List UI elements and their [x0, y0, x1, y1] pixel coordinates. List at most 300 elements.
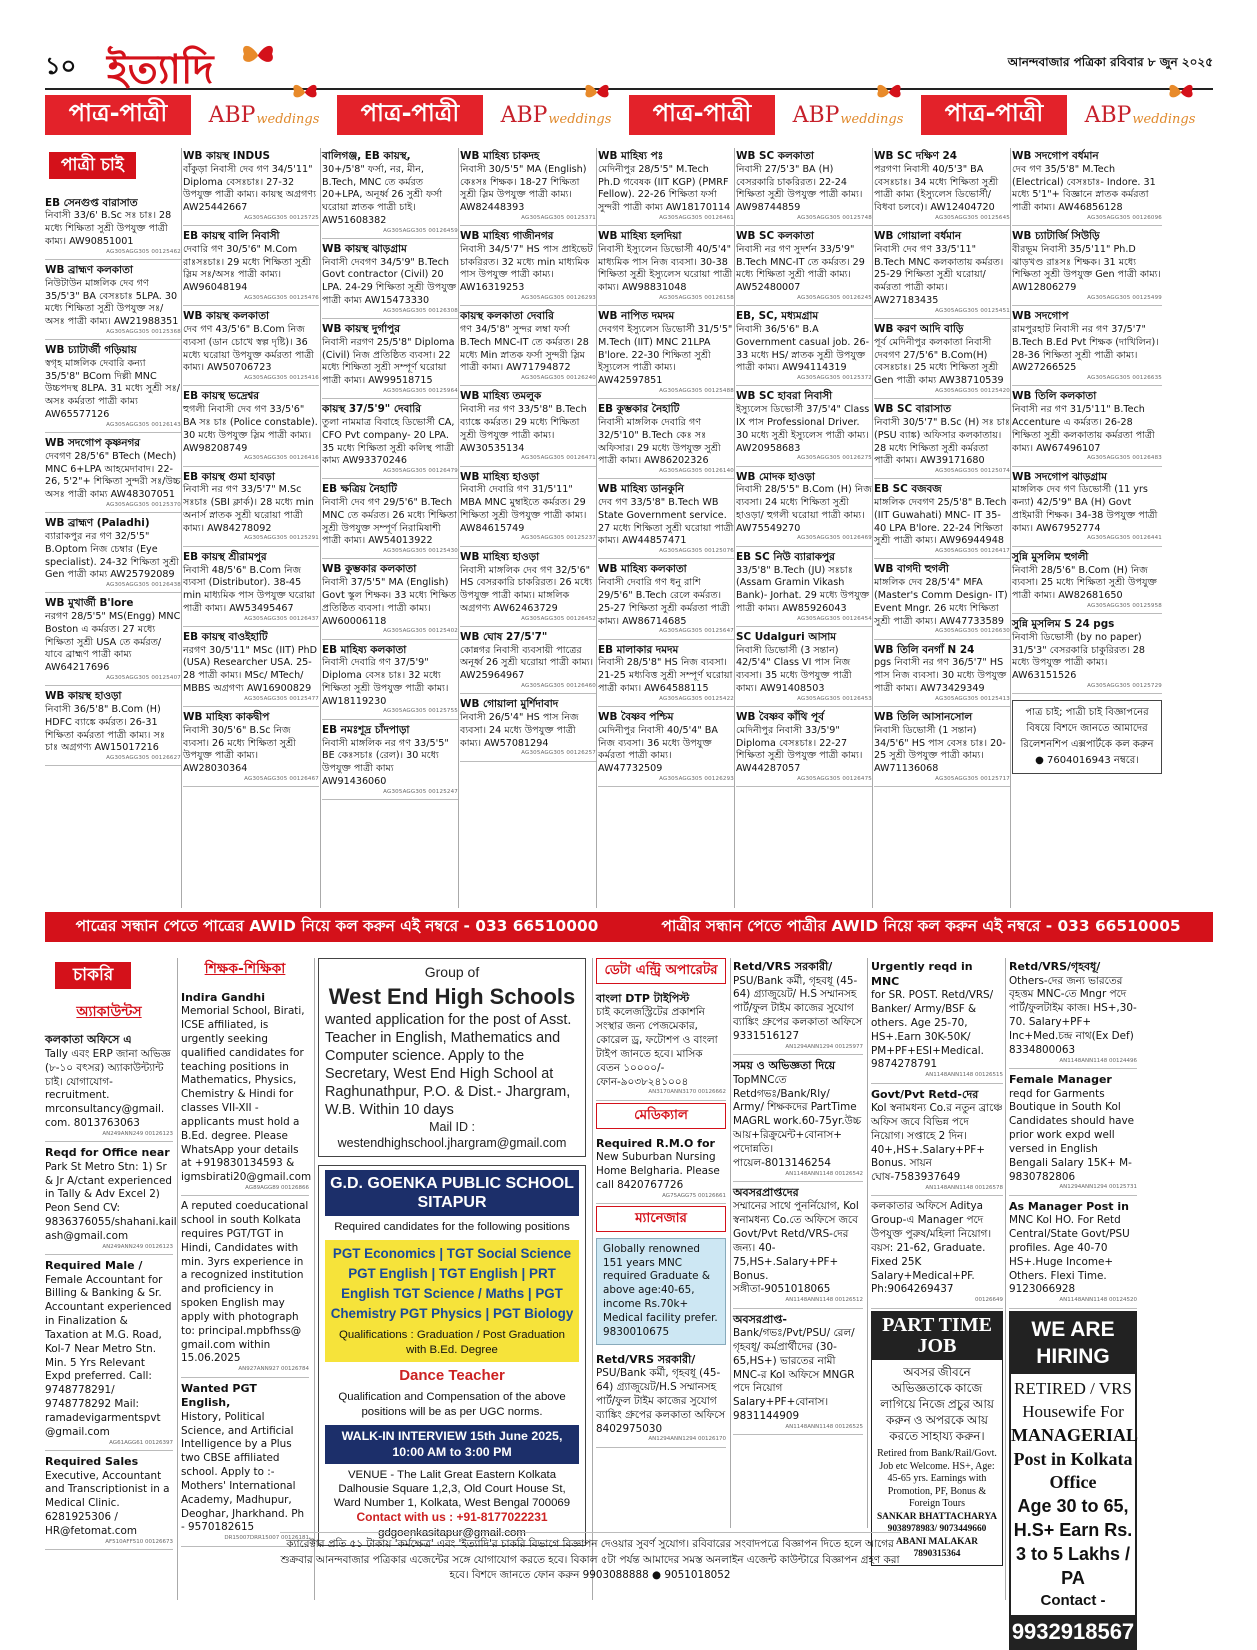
classified-ad — [45, 595, 181, 686]
ad-text: ইস্যুলেস ডিভোর্সী 37/5'4" Class IX পাস Professional Driver. 30 মধ্যে সুশ্রী ইস্যুলেস পাত্রী কাম্য। AW20958683 — [736, 404, 870, 454]
ad-text: Tally এবং ERP জানা অভিজ্ঞ (৮-১০ বৎসর) অ্যাকাউন্ট্যান্ট চাই। যোগাযোগ-recruitment. mrconsultancy@gmail. com. 8013763063 — [45, 1047, 171, 1129]
ad-text: Memorial School, Birati, ICSE affiliated, is urgently seeking qualified candidates for teaching positions in Mathematics, Physics, Chemistry & Hindi for classes VII-XII - applicants must hold a B.Ed. degree. Please WhatsApp your details at +919830134593 & igmsbirati20@gmail.com — [181, 1005, 312, 1184]
ad-code: AG305AGG305 00125422 — [659, 695, 734, 702]
ad-code: AG305AGG305 00125451 — [935, 307, 1010, 314]
ad-text: নিবাসী দেব গণ 33/5'11" B.Tech MNC কলকাতায় কর্মরত। 25-29 শিক্ষিতা সুশ্রী ঘরোয়া/ কর্মরতা পাত্রী কাম্য। AW27183435 — [874, 243, 1004, 306]
ad-heading: বালিগঞ্জ, EB কায়স্থ, — [322, 150, 411, 162]
ad-heading: EB সেনগুপ্ত বারাসাত — [45, 196, 138, 209]
ad-text: নিবাসী নরগণ 25/5'8" Diploma (Civil) নিজ প্রতিষ্ঠিত ব্যবসা। 22 মধ্যে শিক্ষিতা সুশ্রী সম্পূর্ণ ঘরোয়া পাত্রী কাম্য। AW99518715 — [322, 336, 455, 387]
classified-ad — [322, 241, 458, 319]
footer-note: ক্যারেক্টার প্রতি ৫১ টাকায় 'কর্মক্ষেত্র' এবং 'ইত্যাদি'র চাকরি বিভাগে বিজ্ঞাপন দেওয়ার সুবর্ণ সুযোগ। রবিবারের সংবাদপত্রে বিজ্ঞাপন দিতে হলে আগের শুক্রবার আনন্দবাজার পত্রিকার এজেন্টের সঙ্গে যোগাযোগ করতে হবে। বিকাল ৫টা পর্যন্ত আমাদের সমস্ত অনলাইন এজেন্ট কাউন্টারে বিজ্ঞাপন গ্রহণ করা হবে। বিশদে জানতে ফোন করুন 9903088888 ● 9051018052 — [280, 1532, 900, 1584]
classified-ad — [596, 1351, 726, 1448]
classified-ad — [736, 629, 872, 707]
classified-ad — [322, 321, 458, 399]
ad-heading: EB কায়স্থ শ্রীরামপুর — [183, 550, 267, 563]
ad-code: AG305AGG305 00126635 — [1087, 375, 1162, 382]
ad-text: পূর্ব মেদিনীপুর কলকাতা নিবাসী দেবগণ 27/5'6" B.Com(H) বেসঃচাঃ। 25 মধ্যে শিক্ষিতা সুশ্রী Gen পাত্রী কাম্য AW38710539 — [874, 336, 1004, 387]
ad-heading: As Manager Post in — [1009, 1199, 1129, 1213]
classified-ad — [181, 1380, 309, 1547]
ad-text: দেবগণ ইস্যুলেস ডিভোর্সী 31/5'5" M.Tech (IIT) MNC 21LPA B'lore. 22-30 শিক্ষিতা সুশ্রী ইস্যুলেস পাত্রী কাম্য। AW42597851 — [598, 324, 733, 387]
goenka-dance-teacher: Dance Teacher — [399, 1367, 505, 1385]
ad-code: AN249ANN249 00126123 — [102, 1243, 173, 1250]
ad-code: AN1148ANN1148 00124520 — [1059, 1297, 1137, 1304]
classified-ad — [460, 308, 596, 386]
ad-code: AG305AGG305 00126630 — [935, 628, 1010, 635]
ad-code: AN1294ANN1294 00126170 — [648, 1436, 726, 1443]
ad-code: AG305AGG305 00126245 — [797, 294, 872, 301]
ad-code: AN1148ANN1148 00126525 — [785, 1423, 863, 1430]
classified-ad — [460, 629, 596, 694]
classified-column — [183, 148, 319, 908]
butterfly-icon — [875, 81, 903, 103]
ad-text: নিবাসী 28/5'6" B.Com (H) নিজ ব্যবসা। 25 মধ্যে শিক্ষিতা সুশ্রী উপযুক্ত পাত্রী কাম্য। AW82681650 — [1012, 564, 1157, 602]
ad-text: PSU/Bank কর্মী, গৃহবধূ (45-64) গ্র্যাজুয়েট/H.S সম্মানসহ পার্ট/ফুল টাইম কাজের সুযোগ ব্যাঙ্কিং গ্রুপের কলকাতা অফিসে 8402975030 — [596, 1367, 726, 1435]
ad-heading: WB মোদক হাওড়া — [736, 470, 815, 483]
goenka-norms: Qualification and Compensation of the above positions will be as per UGC norms. — [338, 1391, 566, 1419]
ad-heading: WB কায়স্থ হাওড়া — [45, 690, 122, 703]
ad-text: নিবাসী 28/5'8" HS নিজ ব্যবসা। 21-25 মধ্যবিত্ত সুশ্রী সম্পূর্ণ ঘরোয়া পাত্রী কাম্য। AW64588115 — [598, 657, 733, 694]
classified-ad — [874, 561, 1010, 639]
ad-text: মাঙ্গলিক দেব গণ ডিভোর্সী (11 yrs কন্যা) 42/5'9" BA (H) Govt প্রাইমারী শিক্ষক। 34-38 উপযুক্ত পাত্রী কাম্য। AW67952774 — [1012, 484, 1158, 534]
ad-code: AG305AGG305 00125729 — [1087, 682, 1162, 689]
ad-heading: WB মাহিষ্য পঃ — [598, 150, 664, 162]
classified-ad — [736, 228, 872, 306]
ad-heading: Required Sales — [45, 1454, 139, 1468]
classified-ad — [181, 1198, 309, 1377]
ad-text: নিবাসী 37/5'5" MA (English) Govt স্কুল শিক্ষক। 33 মধ্যে শিক্ষিত প্রতিষ্ঠিত ব্যবসা। পাত্রী কাম্য। AW60006118 — [322, 577, 457, 627]
ad-text: নিবাসী মাঙ্গলিক দেবারি গণ 32/5'10" B.Tech কেঃ সঃ অফিসার। 29 মধ্যে উপযুক্ত সুশ্রী পাত্রী কাম্য। AW86202326 — [598, 417, 721, 467]
ad-code: AN1148ANN1148 00126515 — [925, 1072, 1003, 1079]
ad-code: AG305AGG305 00125725 — [244, 214, 319, 221]
classified-ad — [45, 1144, 177, 1255]
classified-ad — [322, 642, 458, 720]
ad-heading: WB কুম্ভকার কলকাতা — [322, 563, 417, 576]
goenka-contact: Contact with us : +91-8177022231 — [356, 1510, 548, 1525]
classified-ad — [183, 148, 319, 226]
ad-text: নিবাসী নর গণ 33/5'8" B.Tech ব্যাঙ্কে কর্মরত। 29 মধ্যে শিক্ষিতা সুশ্রী উপযুক্ত পাত্রী কাম্য। AW30535134 — [460, 404, 587, 454]
ad-heading: WB বৈষ্ণব পশ্চিম — [598, 710, 674, 723]
ad-heading: WB মুখার্জী B'lore — [45, 597, 134, 610]
classified-ad — [45, 515, 181, 593]
ad-text: সম্মানের সাথে পুনর্নিয়োগ, Kol স্বনামধন্য Co.তে অফিসে জবে Govt/Pvt Retd/VRS-দের জন্য। 40-75,HS+.Salary+PF+ Bonus. সঙ্গীতা-9051018065 — [733, 1200, 859, 1296]
classified-column — [598, 148, 734, 908]
ad-code: AG305AGG305 00126416 — [244, 455, 319, 462]
goenka-posts: PGT Economics | TGT Social Science PGT English | TGT English | PRT English TGT Science / Maths | PGT Chemistry PGT Physics | PGT Biology — [325, 1240, 579, 1328]
ad-text: নিবাসী দেবারি গণ 37/5'9" Diploma বেসঃ চাঃ। 32 মধ্যে শিক্ষিতা সুশ্রী উপযুক্ত পাত্রী কাম্য। AW18119230 — [322, 657, 449, 707]
ad-text: চাই কলেজস্ট্রিটের প্রকাশনি সংস্থার জন্য পেজমেকার, কোরেল ড্র, ফটোশপ ও বাংলা টাইপ জানতে হবে। মাসিক বেতন ১০০০০/- ফোন-৯০৩৮২৪১০০৪ — [596, 1006, 718, 1088]
ad-text: reqd for Garments Boutique in South Kol Candidates should have prior work expd well versed in English Bengali Salary 15K+ M-9830782806 — [1009, 1087, 1135, 1183]
ad-heading: WB করণ আদি বাড়ি — [874, 323, 964, 336]
chakri-heading: চাকরি — [55, 962, 131, 989]
ad-text: নিবাসী দেবারি গণ ধনু রাশি 29/5'6" B.Tech রেলে কর্মরত। 25-27 শিক্ষিতা সুশ্রী কর্মরতা পাত্রী কাম্য। AW86714685 — [598, 577, 730, 627]
ad-text: নিবাসী নর গণ সুদর্শন 33/5'9" B.Tech MNC-IT তে কর্মরত। 29 মধ্যে শিক্ষিতা সুশ্রী পাত্রী কাম্য। AW52480007 — [736, 243, 865, 294]
ad-code: AG305AGG305 00125402 — [383, 628, 458, 635]
ad-heading: WB ঘোষ 27/5'7" — [460, 630, 548, 643]
ad-text: নিবাসী মাঙ্গলিক দেব গণ 32/5'6" HS বেসরকারি চাকরিরত। 26 মধ্যে উপযুক্ত পাত্রী কাম্য। মাঙ্গলিক অগ্রগণ্য AW62463729 — [460, 564, 593, 614]
classified-ad — [322, 148, 458, 239]
ad-heading: WB মাহিষ্য কাকদ্বীপ — [183, 710, 270, 723]
manager-heading: ম্যানেজার — [596, 1206, 726, 1232]
ad-code: AG305AGG305 00125407 — [106, 674, 181, 681]
classified-ad — [733, 958, 863, 1055]
ad-text: Others-দের জন্য ভারতের বৃহত্তম MNC-তে Mngr পদে পার্ট/ফুলটাইম কাজ। HS+,30-70. Salary+PF+ Inc+Med.চন্দ্র নাথ(Ex Def) 8334800063 — [1009, 974, 1137, 1056]
ad-code: AN927ANN927 00126784 — [238, 1366, 309, 1373]
medical-heading: মেডিক্যাল — [596, 1103, 726, 1129]
classified-ad — [871, 1198, 1003, 1308]
ad-text: মাঙ্গলিক দেব 28/5'4" MFA (Master's Comm Design- IT) Event Mngr. 26 মধ্যে শিক্ষিতা সুশ্রী পাত্রী কাম্য। AW47733589 — [874, 577, 1008, 627]
classified-ad — [733, 1311, 863, 1436]
ad-text: নিবাসী ডিভোর্সী (by no paper) 31/5'3" বেসরকারি চাকুরিরত। 28 মধ্যে উপযুক্ত পাত্রী কাম্য। AW63151526 — [1012, 631, 1146, 682]
abp-weddings-logo — [1067, 95, 1213, 135]
ad-code: AG305AGG305 00125372 — [797, 375, 872, 382]
ad-text: নিউটাউন মাঙ্গলিক দেব গণ 35/5'3" BA বেসঃচাঃ 5LPA. 30 মধ্যে শিক্ষিতা সুশ্রী উপযুক্ত সঃ/অসঃ পাত্রী কাম্য। AW21988351 — [45, 277, 179, 328]
ad-heading: EB কায়স্থ গুমা হাবড়া — [183, 470, 275, 483]
jobs-section — [45, 958, 1213, 1645]
awid-groom-call: পাত্রের সন্ধান পেতে পাত্রের AWID নিয়ে কল করুন এই নম্বরে - 033 66510000 — [75, 917, 599, 935]
ad-code: AG305AGG305 00125645 — [935, 214, 1010, 221]
classified-ad — [460, 549, 596, 627]
ad-heading: WB বাগদী হুগলী — [874, 563, 949, 576]
classified-ad — [183, 388, 319, 466]
classified-ad — [736, 148, 872, 226]
ad-text: নিবাসী 30/5'5" MA (English) কেঃসঃ শিক্ষক। 18-27 শিক্ষিতা সুশ্রী স্লিম উপযুক্ত পাত্রী কাম্য। AW82448393 — [460, 163, 587, 214]
classified-ad — [45, 1257, 173, 1451]
banner-patra-patri: পাত্র-পাত্রী — [337, 95, 483, 135]
ad-text: নিবাসী ডিভোর্সী (1 সন্তান) 34/5'6" HS পাস বেসঃ চাঃ। 20-25 সুশ্রী উপযুক্ত পাত্রী কাম্য। AW71136068 — [874, 724, 1006, 775]
classified-ad — [598, 228, 734, 306]
classified-ad — [460, 148, 596, 226]
ad-text: নিবাসী দেব গণ 29/5'6" B.Tech MNC তে কর্মরত। 26 মধ্যে শিক্ষিতা সুশ্রী উপযুক্ত সম্পূর্ণ নিরামিষাশী পাত্রী কাম্য। AW54013922 — [322, 497, 457, 547]
ad-heading: Retd/VRS সরকারী/ — [733, 960, 833, 973]
ad-heading: WB মাহিষ্য চাকদহ — [460, 150, 540, 162]
ad-code: AG305AGG305 00125420 — [935, 387, 1010, 394]
ad-code: AG305AGG305 00126467 — [244, 775, 319, 782]
classified-column — [736, 148, 872, 908]
ad-text: নিবাসী 36/5'8" B.Com (H) HDFC ব্যাঙ্কে কর্মরত। 26-31 শিক্ষিতা কর্মরতা পাত্রী কাম্য। সঃ চাঃ অগ্রগণ্য AW15017216 — [45, 704, 165, 754]
ad-text: New Suburban Nursing Home Belgharia. Please call 8420767726 — [596, 1151, 720, 1191]
ad-text: Kol স্বনামধন্য Co.র নতুন ব্রাঞ্চে অফিস জবে বিভিন্ন পদে নিয়োগ। সপ্তাহে 2 দিন। 40+,HS+.Salary+PF+ Bonus. সায়ন ঘোষ-7583937649 — [871, 1102, 1003, 1184]
ad-code: AG305AGG305 00126459 — [383, 227, 458, 234]
ad-heading: WB SC হাবরা নিবাসী — [736, 390, 833, 403]
ad-text: Park St Metro Stn: 1) Sr & Jr A/ctant experienced in Tally & Adv Excel 2) Peon Send CV: 9836376055/shahani.kail ash@gmail.com — [45, 1160, 177, 1242]
butterfly-icon — [1167, 81, 1195, 103]
classified-ad — [183, 709, 319, 787]
classified-ad — [322, 722, 458, 800]
classified-ad — [1012, 308, 1162, 386]
classified-ad — [1009, 1071, 1137, 1196]
ad-code: DR15007DRR15007 00126181 — [224, 1535, 309, 1542]
hiring-line2: MANAGERIAL Post in Kolkata Office — [1011, 1424, 1139, 1493]
ad-heading: Wanted PGT English, — [181, 1381, 257, 1410]
westend-group: Group of — [424, 964, 480, 980]
ad-text: মেদিনীপুর নিবাসী 40/5'4" BA নিজ ব্যবসা। 36 মধ্যে উপযুক্ত কর্মরতা পাত্রী কাম্য। AW47732509 — [598, 724, 718, 775]
ad-text: নিবাসী 28/5'5" B.Com (H) নিজ ব্যবসা। 24 মধ্যে শিক্ষিতা সুশ্রী হাওড়া/ হুগলী ঘরোয়া পাত্রী কাম্য। AW75549270 — [736, 484, 872, 534]
ad-heading: WB SC বারাসাত — [874, 403, 951, 416]
ad-code: AG305AGG305 00126479 — [383, 468, 458, 474]
page-number: ১০ — [45, 52, 77, 80]
classified-ad — [736, 388, 872, 466]
ad-text: মাঙ্গলিক দেবগণ 25/5'8" B.Tech (IIT Guwahati) MNC- IT 35-40 LPA B'lore. 22-24 শিক্ষিতা সুশ্রী পাত্রী কাম্য। AW96944948 — [874, 497, 1007, 547]
abp-weddings-logo — [191, 95, 337, 135]
westend-body: wanted application for the post of Asst. Teacher in English, Mathematics and Computer science. Apply to the Secretary, West End High School at Raghunathpur, P.O. & Dist.- Jhargram, W.B. Within 10 days — [325, 1011, 572, 1118]
classified-ad — [598, 642, 734, 707]
ad-text: তুলা নামমাত্র বিবাহে ডিভোর্সী CA, CFO Pvt company- 20 LPA. 35 মধ্যে শিক্ষিতা সুশ্রী কলিস্থ পাত্রী কাম্য AW93370246 — [322, 417, 455, 467]
ad-text: কোন্নগর নিবাসী ব্যবসায়ী পাত্রের অনূর্ধ্ব 26 সুশ্রী ঘরোয়া পাত্রী কাম্য। AW25964967 — [460, 644, 594, 682]
abp-text: ABP — [1084, 102, 1132, 128]
ad-code: AG305AGG305 00126453 — [797, 695, 872, 702]
classified-ad — [460, 696, 596, 761]
ad-heading: WB গোয়ালা মুর্শিদাবাদ — [460, 698, 559, 711]
ad-heading: WB তিলি কলকাতা — [1012, 390, 1097, 403]
ad-code: AG305AGG305 00125291 — [244, 535, 319, 542]
ad-code: AG305AGG305 00126438 — [106, 582, 181, 588]
ad-code: AN1148ANN1148 00126578 — [925, 1185, 1003, 1192]
ad-code: AG305AGG305 00126627 — [106, 755, 181, 762]
ad-text: PSU/Bank কর্মী, গৃহবধূ (45-64) গ্র্যাজুয়েট/ H.S সম্মানসহ পার্ট/ফুল টাইম কাজের সুযোগ ব্যাঙ্কিং গ্রুপের কলকাতা অফিসে 9331516127 — [733, 974, 863, 1042]
ad-heading: Female Manager — [1009, 1072, 1112, 1086]
classified-ad — [45, 1453, 173, 1550]
ad-heading: WB চ্যাটার্জী গড়িয়ায় — [45, 344, 137, 357]
ad-heading: WB কায়স্থ দুর্গাপুর — [322, 323, 400, 336]
ad-heading: WB বৈষ্ণব কাঁথি পূর্ব — [736, 710, 824, 723]
goenka-venue: VENUE - The Lalit Great Eastern Kolkata Dalhousie Square 1,2,3, Old Court House St, Ward Number 1, Kolkata, West Bengal 700069 — [333, 1468, 571, 1510]
ad-text: স্বগৃহ মাঙ্গলিক দেবারি কন্যা 35/5'8" BCom দিল্লী MNC উচ্চপদস্থ 8LPA. 31 মধ্যে সুশ্রী সঃ/অসঃ কর্মরতা পাত্রী কাম্য AW65577126 — [45, 357, 180, 420]
ad-heading: WB নাপিত দমদম — [598, 310, 675, 323]
ad-text: গণ 34/5'8" সুন্দর লম্বা ফর্সা B.Tech MNC-IT তে কর্মরত। 28 মধ্যে Min স্নাতক ফর্সা সুন্দরী স্লিম পাত্রী কাম্য। AW71794872 — [460, 324, 589, 374]
classified-ad — [460, 388, 596, 466]
ad-text: নিবাসী 30/5'7" B.Sc (H) সঃ চাঃ (PSU ব্যাঙ্ক) অফিসার কলকাতায়। 28 মধ্যে শিক্ষিতা সুশ্রী কর্মরতা পাত্রী কাম্য। AW39171680 — [874, 417, 1010, 467]
jobs-column — [45, 958, 177, 1600]
ad-code: AN1148ANN1148 00126542 — [785, 1170, 863, 1177]
ad-code: AG305AGG305 00125413 — [935, 695, 1010, 702]
classified-ad — [874, 401, 1010, 479]
ad-code: AG305AGG305 00126293 — [659, 775, 734, 782]
classified-ad — [598, 709, 734, 787]
classified-ad — [733, 1057, 863, 1182]
weddings-text: weddings — [1132, 111, 1196, 127]
ad-code: AN1148ANN1148 00126512 — [785, 1297, 863, 1304]
ad-text: নিবাসী মাঙ্গলিক নর গণ 33/5'5" BE কেঃসচাঃ (রেল)। 30 মধ্যে উপযুক্ত পাত্রী কাম্য AW91436060 — [322, 737, 449, 787]
ad-code: AG305AGG305 00125237 — [521, 535, 596, 542]
ad-heading: WB SC কলকাতা — [736, 150, 814, 162]
weddings-text: weddings — [548, 111, 612, 127]
classified-ad — [1012, 469, 1162, 547]
ad-text: নিবাসী 36/5'6" B.A Government casual job. 26-33 মধ্যে HS/ স্নাতক সুশ্রী উপযুক্ত পাত্রী কাম্য। AW94114319 — [736, 324, 870, 374]
ad-heading: EB কায়স্থ বাওইহাটি — [183, 630, 268, 643]
accounts-heading: অ্যাকাউন্টস — [76, 1003, 142, 1020]
abp-text: ABP — [500, 102, 548, 128]
ad-text: মেদিনীপুর নিবাসী 33/5'9" Diploma বেসঃচাঃ। 22-27 শিক্ষিতা সুশ্রী উপযুক্ত পাত্রী কাম্য। AW44287057 — [736, 724, 863, 775]
classified-ad — [598, 148, 734, 226]
ad-code: AG305AGG305 00125717 — [935, 775, 1010, 782]
part-time-phones: SANKAR BHATTACHARYA 9038978983/ 9073449660 ABANI MALAKAR 7890315364 — [876, 1511, 998, 1560]
ad-code: AG305AGG305 00126483 — [1087, 455, 1162, 462]
ad-heading: Required R.M.O for — [596, 1136, 715, 1150]
westend-school-ad — [318, 958, 586, 1157]
ad-code: AG305AGG305 00125462 — [106, 248, 181, 255]
classified-ad — [1009, 1198, 1137, 1309]
ad-heading: Urgently reqd in MNC — [871, 960, 973, 988]
classified-ad — [183, 549, 319, 627]
classified-ad — [45, 195, 181, 260]
ad-heading: EB, SC, মধ্যমগ্রাম — [736, 310, 819, 323]
ad-text: হুগলী নিবাসী দেব গণ 33/5'6" BA সঃ চাঃ (Police constable). 30 মধ্যে উপযুক্ত স্লিম পাত্রী কাম্য। AW98208749 — [183, 404, 318, 454]
ad-code: AG305AGG305 00126275 — [797, 455, 872, 462]
classified-ad — [736, 709, 872, 787]
ad-text: কলকাতার অফিসে Aditya Group-এ Manager পদে উপযুক্ত পুরুষ/মহিলা নিয়োগ। বয়স: 21-62, Graduate. Fixed 25K Salary+Medical+PF. Ph:9064269437 — [871, 1200, 992, 1296]
ad-code: AG305AGG305 00126143 — [106, 421, 181, 428]
ad-text: রামপুরহাট নিবাসী নর গণ 37/5'7" B.Tech B.Ed Pvt শিক্ষক (দাখিলিন)। 28-36 শিক্ষিতা সুশ্রী পাত্রী কাম্য। AW27266525 — [1012, 324, 1159, 374]
ad-code: AG305AGG305 00125430 — [383, 548, 458, 555]
classified-ad — [181, 989, 312, 1197]
ad-code: AG305AGG305 00125416 — [244, 375, 319, 382]
ad-code: AG305AGG305 00125647 — [659, 628, 734, 635]
ad-heading: Required Male / — [45, 1259, 143, 1273]
ad-text: 30+/5'8" ফর্সা, নর, মীন, B.Tech, MNC তে কর্মরত 20+LPA, অনূর্ধ্ব 26 সুশ্রী ফর্সা ঘরোয়া স্নাতক পাত্রী চাই। AW51608382 — [322, 163, 443, 226]
ad-code: AG305AGG305 00126308 — [383, 307, 458, 314]
ad-heading: WB চ্যাটার্জি সিউড়ি — [1012, 230, 1100, 243]
patra-patri-banner — [45, 95, 1213, 135]
part-time-details: Retired from Bank/Rail/Govt. Job etc Welcome. HS+, Age: 45-65 yrs. Earnings with Promotion, PF, Bonus & Foreign Tours — [877, 1448, 997, 1510]
we-are-hiring-ad — [1009, 1311, 1137, 1650]
hiring-heading: WE ARE HIRING — [1011, 1313, 1135, 1375]
classified-ad — [598, 308, 734, 399]
ad-code: AG305AGG305 00126437 — [244, 615, 319, 622]
ad-text: TopMNCতে Retdগভঃ/Bank/Rly/ Army/ শিক্ষকদের PartTime MAGRL work.60-75yr.উচ্চ আয়+রিক্রুমেন্ট+বোনাস+ পদোন্নতি। পায়েল-8013146254 — [733, 1073, 862, 1169]
classified-ad — [460, 469, 596, 547]
ad-code: AN1294ANN1294 00125977 — [785, 1043, 863, 1050]
ad-code: AG305AGG305 00126096 — [1087, 214, 1162, 221]
ad-heading: EB মাহিষ্য কলকাতা — [322, 643, 407, 656]
banner-patra-patri: পাত্র-পাত্রী — [921, 95, 1067, 135]
ad-text: নিবাসী নর গণ 31/5'11" B.Tech Accenture এ কর্মরত। 26-28 শিক্ষিতা সুশ্রী কলকাতায় কর্মরতা পাত্রী কাম্য। AW67496107 — [1012, 404, 1155, 454]
hiring-line1: RETIRED / VRS Housewife For — [1014, 1379, 1132, 1421]
jobs-column — [596, 958, 726, 1532]
ad-code: AF510AFF510 00126673 — [105, 1538, 173, 1545]
classified-ad — [460, 228, 596, 306]
ad-heading: অবসরপ্রাপ্তদের — [733, 1185, 799, 1199]
classified-column — [460, 148, 596, 908]
westend-mail: Mail ID : westendhighschool.jhargram@gmail.com — [337, 1119, 567, 1151]
ad-text: নিবাসী 34/5'7" HS পাস প্রাইভেট চাকরিরত। 32 মধ্যে min মাধ্যমিক পাস উপযুক্ত পাত্রী কাম্য। AW16319253 — [460, 243, 593, 294]
ad-code: AG305AGG305 00125076 — [659, 548, 734, 555]
classified-ad — [183, 308, 319, 386]
ad-heading: EB মালাকার দমদম — [598, 643, 679, 656]
ad-heading: WB মাহিষ্য হাওড়া — [460, 550, 540, 563]
ad-text: নিবাসী 33/6' B.Sc সঃ চাঃ। 28 মধ্যে শিক্ষিতা সুশ্রী উপযুক্ত পাত্রী কাম্য। AW90851001 — [45, 210, 172, 247]
classified-ad — [1012, 616, 1162, 694]
hiring-contact-label: Contact - — [1040, 1592, 1106, 1610]
awid-bride-call: পাত্রীর সন্ধান পেতে পাত্রীর AWID নিয়ে কল করুন এই নম্বরে - 033 66510005 — [661, 917, 1181, 935]
ad-code: AG305AGG305 00126461 — [659, 214, 734, 221]
ad-heading: EB ক্ষত্রিয় নৈহাটি — [322, 483, 397, 496]
part-time-heading: PART TIME JOB — [872, 1312, 1002, 1360]
ad-text: দেব গণ 35/5'8" M.Tech (Electrical) বেসঃচাঃ- Indore. 31 মধ্যে 5'1"+ বিজ্ঞানে স্নাতক কর্মরতা পাত্রী কাম্য। AW46856128 — [1012, 163, 1156, 214]
ad-heading: কায়স্থ কলকাতা দেবারি — [460, 310, 554, 323]
ad-code: AG305AGG305 00125371 — [521, 214, 596, 221]
ad-text: নিবাসী নর গণ 33/5'7" M.Sc সঃচাঃ (SBI ক্লার্ক)। 28 মধ্যে min অনার্স স্নাতক সুশ্রী ঘরোয়া পাত্রী কাম্য। AW84278092 — [183, 484, 314, 534]
classified-ad — [871, 958, 1003, 1084]
ad-heading: WB সদগোপ কৃষ্ণনগর — [45, 437, 141, 450]
classified-ad — [45, 1031, 173, 1142]
classified-ad — [45, 688, 181, 766]
ad-heading: EB SC নিউ ব্যারাকপুর — [736, 550, 835, 563]
ad-text: নিবাসী 30/5'6" B.Sc নিজ ব্যবসা। 26 মধ্যে শিক্ষিতা সুশ্রী উপযুক্ত পাত্রী কাম্য। AW28030364 — [183, 724, 296, 775]
ad-text: বীরভূম নিবাসী 35/5'11" Ph.D ঝাড়খণ্ড রাঃসঃ শিক্ষক। 31 মধ্যে শিক্ষিতা সুশ্রী উপযুক্ত Gen পাত্রী কাম্য। AW12806279 — [1012, 243, 1161, 294]
masthead — [45, 44, 1213, 93]
ad-code: AN1294ANN1294 00125731 — [1059, 1184, 1137, 1191]
teacher-heading: শিক্ষক-শিক্ষিকা — [204, 961, 286, 977]
ad-text: Executive, Accountant and Transcriptionist in a Medical Clinic. 6281925306 / HR@fetomat.com — [45, 1469, 170, 1537]
ad-heading: কায়স্থ 37/5'9" দেবারি — [322, 403, 421, 416]
classified-ad — [874, 228, 1010, 319]
ad-heading: WB মাহিষ্য গাজীনগর — [460, 230, 554, 243]
ad-text: পরগণা নিবাসী 40/5'3" BA বেসঃচাঃ। 34 মধ্যে শিক্ষিতা সুশ্রী পাত্রী কাম্য (ইস্যুলেস ডিভোর্সী/ বিধবা চলবে)। AW12404720 — [874, 163, 999, 214]
ad-code: AG75AGG75 00126661 — [662, 1192, 726, 1199]
ad-heading: WB মাহিষ্য হলদিয়া — [598, 230, 682, 243]
ad-text: বাঁকুড়া নিবাসী দেব গণ 34/5'11" Diploma বেসঃচাঃ। 27-32 উপযুক্ত পাত্রী কাম্য। কায়স্থ অগ্রগণ্য AW25442667 — [183, 163, 317, 214]
ad-code: 00126649 — [975, 1297, 1003, 1304]
ad-heading: WB তিলি বনগাঁ N 24 — [874, 643, 975, 656]
classified-column — [874, 148, 1010, 908]
ad-text: A reputed coeducational school in south Kolkata requires PGT/TGT in Hindi, Candidates with min. 3yrs experience in a recognized institution and proficiency in spoken English may apply with photograph to: principal.mpbfhss@ gmail.com within 15.06.2025 — [181, 1200, 309, 1365]
butterfly-icon — [291, 81, 319, 103]
ad-code: AG305AGG305 00126460 — [521, 682, 596, 689]
ad-heading: EB SC বজবজ — [874, 483, 942, 496]
abp-text: ABP — [792, 102, 840, 128]
ad-text: দেবারি গণ 30/5'6" M.Com রাঃসঃচাঃ। 29 মধ্যে শিক্ষিতা সুশ্রী স্লিম সঃ/অসঃ পাত্রী কাম্য। AW96048194 — [183, 243, 312, 294]
ad-heading: WB কায়স্থ ঝাড়গ্রাম — [322, 242, 407, 255]
goenka-email: gdgoenkasitapur@gmail.com — [378, 1527, 526, 1540]
relationship-expert-notice: পাত্র চাই; পাত্রী চাই বিজ্ঞাপনের বিষয়ে বিশদে জানতে আমাদের রিলেশনশিপ এক্সপার্টকে কল করুন ● 7604016943 নম্বরে। — [1012, 700, 1162, 774]
matrimonial-grid — [45, 148, 1213, 908]
classified-ad — [45, 435, 181, 513]
ad-heading: EB নমঃশূদ্র চাঁদপাড়া — [322, 723, 410, 736]
classified-ad — [874, 321, 1010, 399]
ad-text: নিবাসী ডিভোর্সী (3 সন্তান) 42/5'4" Class VI পাস নিজ ব্যবসা। 35 মধ্যে উপযুক্ত পাত্রী কাম্য। AW91408503 — [736, 644, 852, 694]
ad-text: নিবাসী 26/5'4" HS পাস নিজ ব্যবসা। 24 মধ্যে উপযুক্ত পাত্রী কাম্য। AW57081294 — [460, 712, 579, 749]
classified-ad — [1012, 228, 1162, 306]
ad-heading: WB মাহিষ্য ডানকুনি — [598, 483, 684, 496]
jobs-column — [1009, 958, 1139, 1645]
ad-code: AG305AGG305 00126471 — [521, 455, 596, 462]
ad-heading: EB কায়স্থ বালি নিবাসী — [183, 230, 280, 243]
abp-weddings-logo — [483, 95, 629, 135]
classified-ad — [1012, 148, 1162, 226]
butterfly-icon — [583, 81, 611, 103]
ad-code: AG61AGG61 00126397 — [109, 1439, 173, 1446]
banner-patra-patri: পাত্র-পাত্রী — [629, 95, 775, 135]
ad-heading: WB কায়স্থ INDUS — [183, 150, 271, 162]
classified-ad — [871, 1086, 1003, 1197]
part-time-body: অবসর জীবনে অভিজ্ঞতাকে কাজে লাগিয়ে নিজে প্রচুর আয় করুন ও অপরকে আয় করতে সাহায্য করুন। — [880, 1364, 994, 1444]
classified-column — [1012, 148, 1162, 908]
ad-heading: WB গোয়ালা বর্ধমান — [874, 230, 962, 243]
ad-code: AG305AGG305 00126441 — [1087, 535, 1162, 542]
hiring-line3: Age 30 to 65, H.S+ Earn Rs. 3 to 5 Lakhs / PA — [1013, 1496, 1133, 1589]
ad-code: AG89AGG89 00126866 — [245, 1185, 309, 1191]
ad-text: Bank/গভঃ/Pvt/PSU/ রেল/গৃহবধূ/ কর্মপ্রার্থীদের (30-65,HS+) ভারতের নামী MNC-র Kol অফিসে MNGR পদে নিয়োগ Salary+PF+বোনাস। 9831144909 — [733, 1327, 855, 1423]
banner-patra-patri: পাত্র-পাত্রী — [45, 95, 191, 135]
ad-text: ব্যারাকপুর নর গণ 32/5'5" B.Optom নিজ চেম্বার (Eye specialist). 24-32 শিক্ষিতা সুশ্রী Gen পাত্রী কাম্য AW25792089 — [45, 531, 179, 581]
classified-ad — [733, 1184, 863, 1309]
ad-heading: WB মাহিষ্য তমলুক — [460, 390, 542, 403]
patri-chai-heading: পাত্রী চাই — [49, 152, 136, 179]
classified-ad — [322, 561, 458, 639]
ad-text: নিবাসী দেবারি গণ 31/5'11" MBA MNC মুম্বাইতে কর্মরত। 29 শিক্ষিতা সুশ্রী উপযুক্ত পাত্রী কাম্য। AW84615749 — [460, 484, 587, 534]
ad-text: মেদিনীপুর 28/5'5" M.Tech Ph.D গবেষক (IIT KGP) (PMRF Fellow). 22-26 শিক্ষিতা ফর্সা সুন্দরী পাত্রী কাম্য AW18170114 — [598, 163, 731, 214]
ad-heading: সুন্নি মুসলিম হুগলী — [1012, 550, 1089, 563]
